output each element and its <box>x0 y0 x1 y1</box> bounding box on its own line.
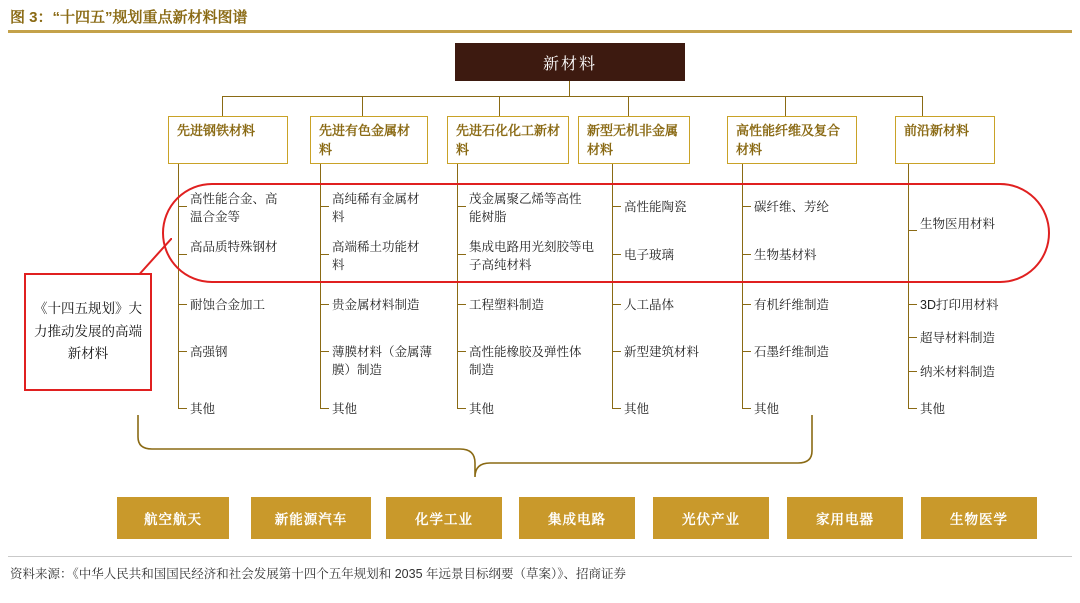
leaf-item: 高纯稀有金属材料 <box>332 192 420 225</box>
category-label: 高性能纤维及复合材料 <box>736 123 841 157</box>
leaf-item: 高性能橡胶及弹性体制造 <box>469 345 582 378</box>
category-box-4[interactable] <box>578 116 690 164</box>
tick <box>742 351 751 352</box>
tick <box>178 351 187 352</box>
tick <box>908 304 917 305</box>
callout-box: 《十四五规划》大力推动发展的高端新材料 <box>24 273 152 391</box>
category-label: 前沿新材料 <box>904 123 970 138</box>
leaf-item: 石墨纤维制造 <box>754 345 830 359</box>
leaf-item: 其他 <box>754 402 780 416</box>
tick <box>457 351 466 352</box>
leaf-item: 其他 <box>469 402 495 416</box>
connector-root-stem <box>569 81 570 97</box>
connector-drop-2 <box>362 96 363 116</box>
category-box-6[interactable] <box>895 116 995 164</box>
category-label: 先进石化化工新材料 <box>456 123 561 157</box>
leaf-item: 高品质特殊钢材 <box>190 240 278 254</box>
category-box-2[interactable] <box>310 116 428 164</box>
leaf-item: 高强钢 <box>190 345 228 359</box>
tick <box>320 408 329 409</box>
application-box-4[interactable]: 集成电路 <box>519 497 635 539</box>
connector-drop-4 <box>628 96 629 116</box>
tick <box>908 408 917 409</box>
leaf-item: 其他 <box>332 402 358 416</box>
application-box-2[interactable]: 新能源汽车 <box>251 497 371 539</box>
tick <box>908 371 917 372</box>
highlight-outline <box>162 183 1050 283</box>
leaf-item: 工程塑料制造 <box>469 298 545 312</box>
leaf-item: 有机纤维制造 <box>754 298 830 312</box>
footer-divider <box>8 556 1072 557</box>
leaf-item: 碳纤维、芳纶 <box>754 200 830 214</box>
leaf-item: 新型建筑材料 <box>624 345 700 359</box>
page-title: 图 3：“十四五”规划重点新材料图谱 <box>10 8 248 26</box>
tick <box>178 304 187 305</box>
leaf-item: 茂金属聚乙烯等高性能树脂 <box>469 192 582 225</box>
tick <box>178 408 187 409</box>
connector-drop-1 <box>222 96 223 116</box>
leaf-item: 高性能陶瓷 <box>624 200 687 214</box>
connector-drop-3 <box>499 96 500 116</box>
application-box-6[interactable]: 家用电器 <box>787 497 903 539</box>
leaf-item: 高性能合金、高温合金等 <box>190 192 278 225</box>
category-box-3[interactable] <box>447 116 569 164</box>
leaf-item: 薄膜材料（金属薄膜）制造 <box>332 345 433 378</box>
tick <box>457 408 466 409</box>
application-box-5[interactable]: 光伏产业 <box>653 497 769 539</box>
application-box-7[interactable]: 生物医学 <box>921 497 1037 539</box>
leaf-item: 3D打印用材料 <box>920 298 999 312</box>
application-box-3[interactable]: 化学工业 <box>386 497 502 539</box>
source-note: 资料来源：《中华人民共和国国民经济和社会发展第十四个五年规划和 2035 年远景目标纲要（草案）》、招商证券 <box>10 567 627 581</box>
connector-bus <box>222 96 922 97</box>
leaf-item: 耐蚀合金加工 <box>190 298 266 312</box>
leaf-item: 电子玻璃 <box>624 248 675 262</box>
leaf-item: 集成电路用光刻胶等电子高纯材料 <box>469 240 595 273</box>
title-divider <box>8 30 1072 33</box>
tick <box>320 351 329 352</box>
application-box-1[interactable]: 航空航天 <box>117 497 229 539</box>
leaf-item: 高端稀土功能材料 <box>332 240 420 273</box>
tick <box>612 408 621 409</box>
tick <box>457 304 466 305</box>
leaf-item: 生物医用材料 <box>920 217 996 231</box>
leaf-item: 贵金属材料制造 <box>332 298 420 312</box>
leaf-item: 超导材料制造 <box>920 331 996 345</box>
category-label: 先进有色金属材料 <box>319 123 411 157</box>
tick <box>908 337 917 338</box>
connector-drop-6 <box>922 96 923 116</box>
root-node: 新材料 <box>455 43 685 81</box>
tick <box>612 304 621 305</box>
leaf-item: 其他 <box>920 402 946 416</box>
leaf-item: 人工晶体 <box>624 298 675 312</box>
connector-drop-5 <box>785 96 786 116</box>
leaf-item: 生物基材料 <box>754 248 817 262</box>
category-box-1[interactable] <box>168 116 288 164</box>
tick <box>742 408 751 409</box>
leaf-item: 其他 <box>624 402 650 416</box>
leaf-item: 纳米材料制造 <box>920 365 996 379</box>
leaf-item: 其他 <box>190 402 216 416</box>
tick <box>612 351 621 352</box>
tick <box>320 304 329 305</box>
applications-brace <box>130 415 820 485</box>
category-label: 先进钢铁材料 <box>177 123 256 138</box>
category-label: 新型无机非金属材料 <box>587 123 679 157</box>
category-box-5[interactable] <box>727 116 857 164</box>
figure-title-bar <box>0 0 1080 32</box>
tick <box>742 304 751 305</box>
